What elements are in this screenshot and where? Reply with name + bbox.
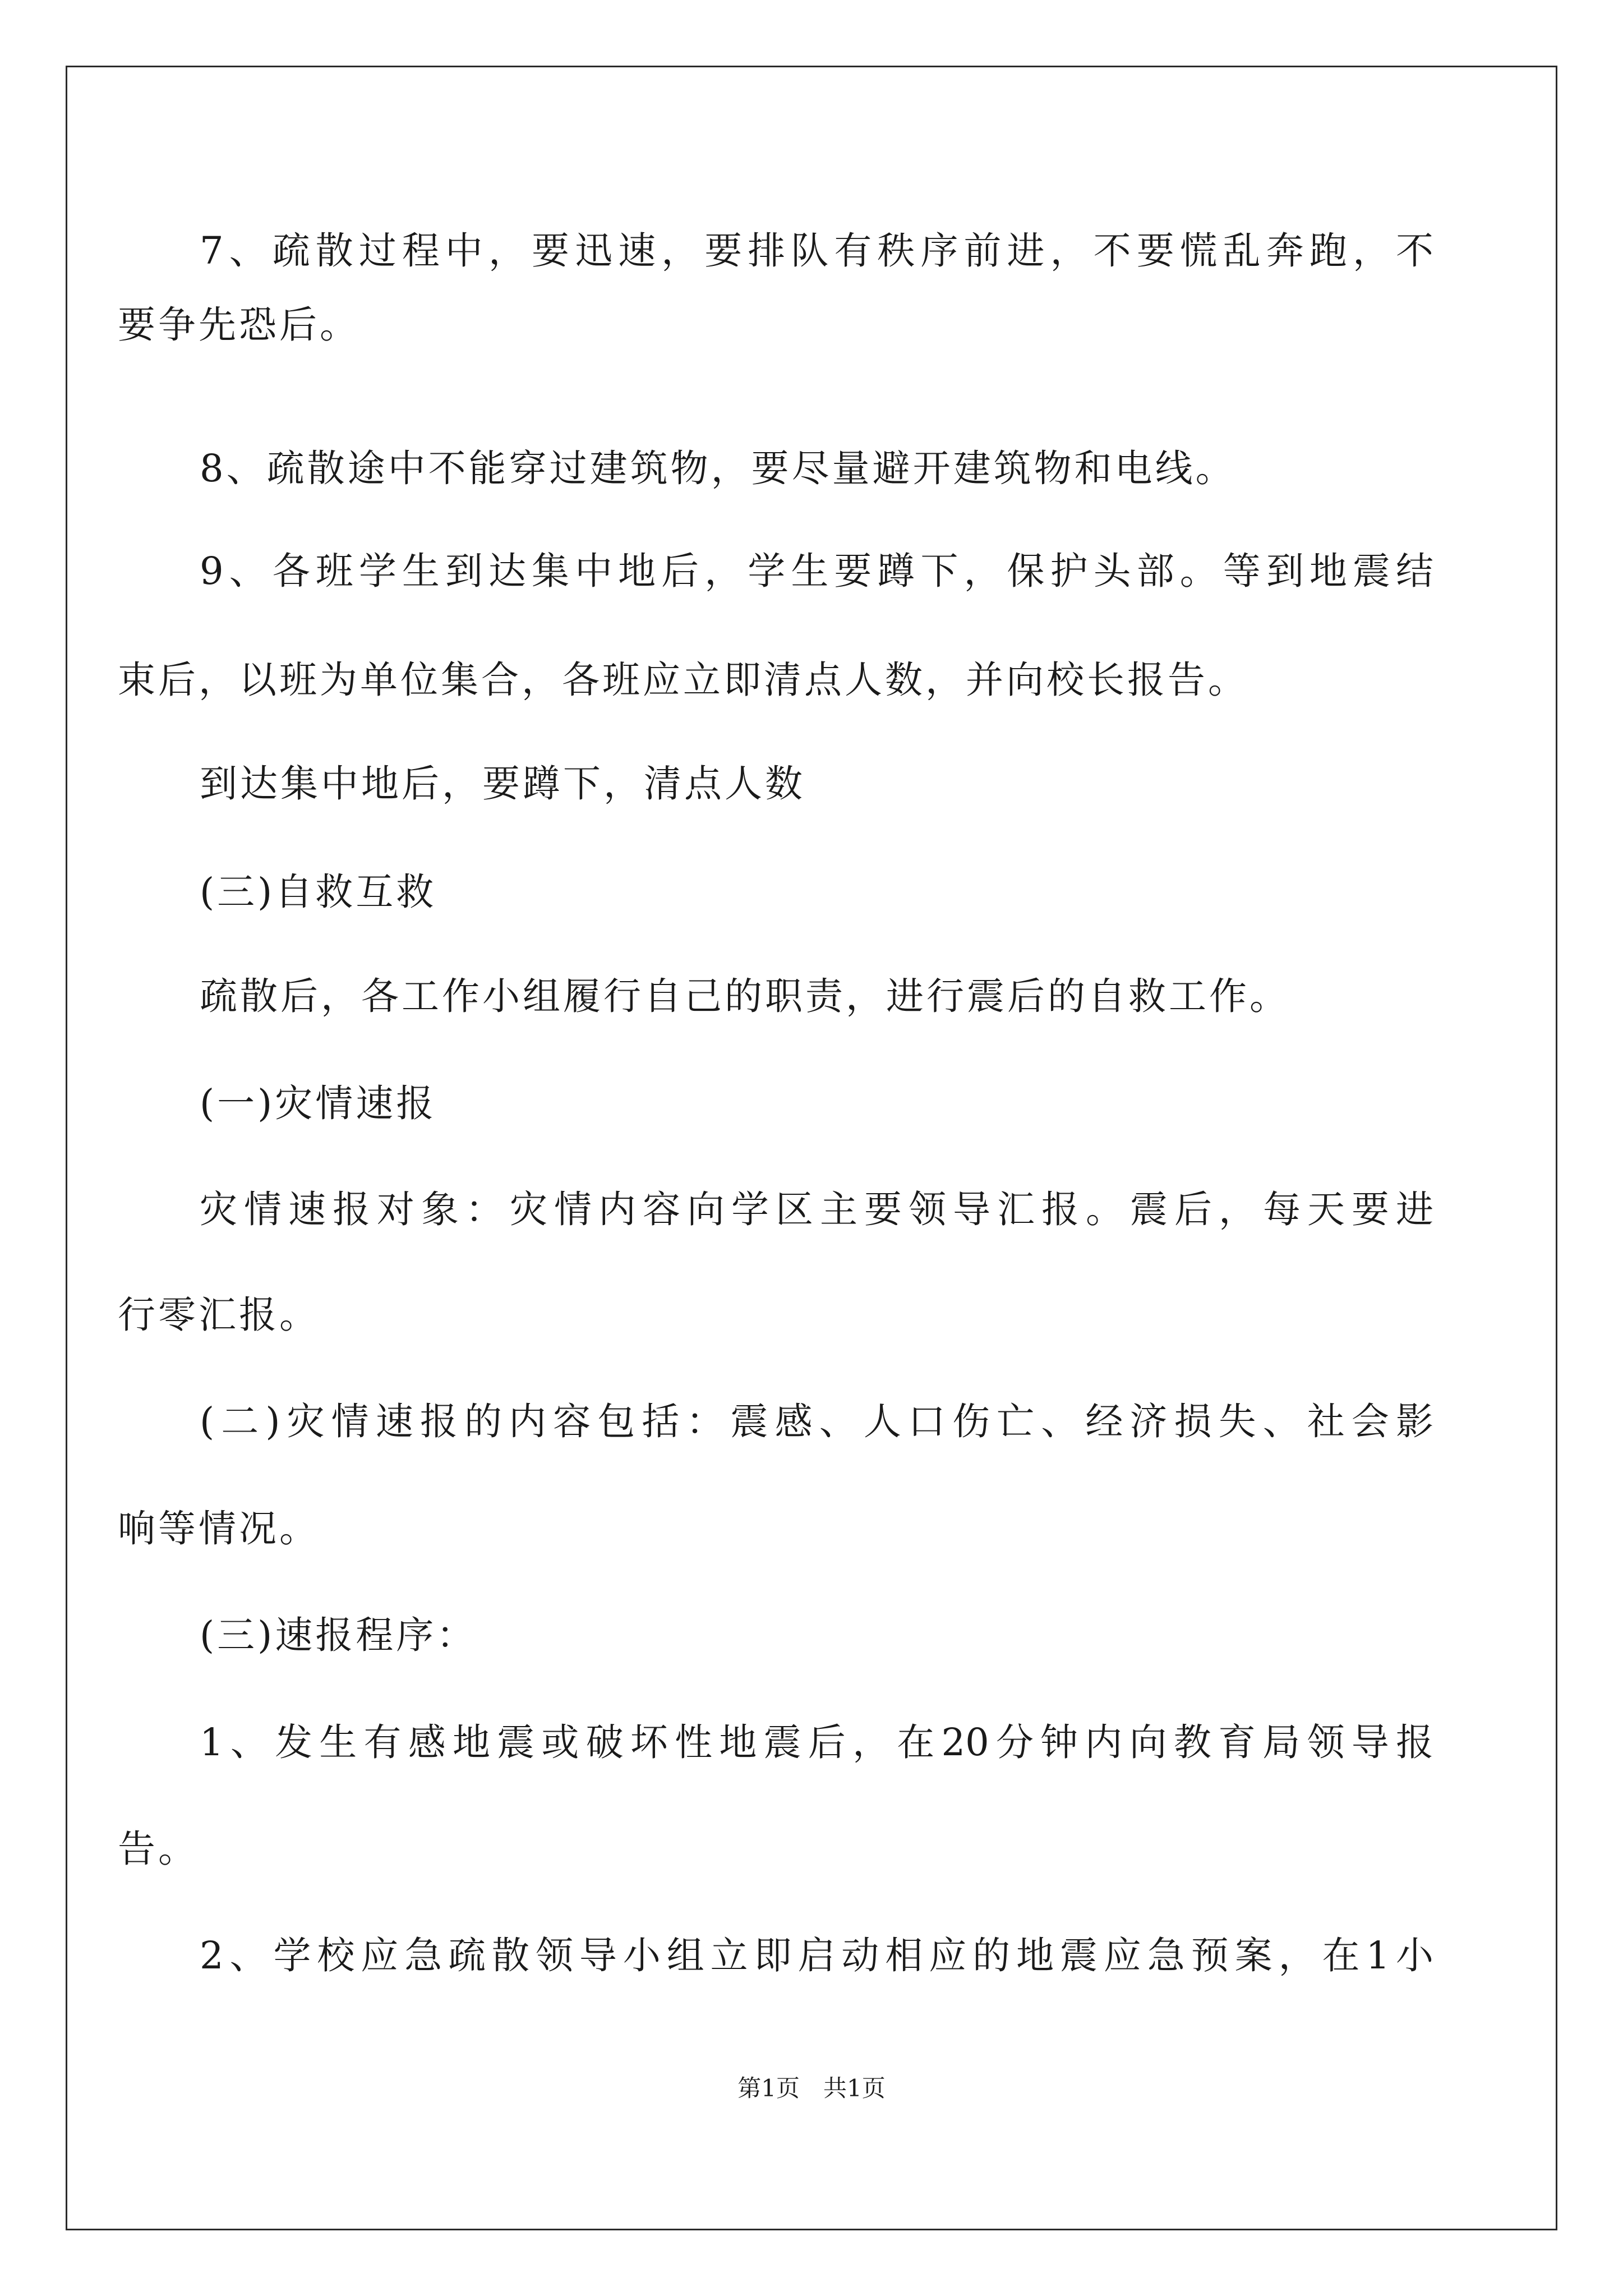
section-heading: (三)自救互救 bbox=[200, 870, 437, 914]
paragraph-line: 1、发生有感地震或破坏性地震后，在20分钟内向教育局领导报 bbox=[200, 1720, 1433, 1764]
paragraph-line: 7、疏散过程中，要迅速，要排队有秩序前进，不要慌乱奔跑，不 bbox=[200, 229, 1433, 273]
page-footer: 第1页 共1页 bbox=[737, 2074, 886, 2102]
paragraph-line: 2、学校应急疏散领导小组立即启动相应的地震应急预案，在1小 bbox=[200, 1934, 1433, 1977]
section-heading: (三)速报程序： bbox=[200, 1613, 477, 1657]
paragraph-line: (二)灾情速报的内容包括：震感、人口伤亡、经济损失、社会影 bbox=[200, 1400, 1433, 1443]
paragraph-line: 8、疏散途中不能穿过建筑物，要尽量避开建筑物和电线。 bbox=[200, 447, 1236, 490]
paragraph-line: 到达集中地后，要蹲下，清点人数 bbox=[200, 762, 805, 806]
paragraph-line: 告。 bbox=[118, 1827, 199, 1871]
section-heading: (一)灾情速报 bbox=[200, 1082, 437, 1125]
paragraph-line: 要争先恐后。 bbox=[118, 303, 360, 347]
paragraph-line: 灾情速报对象：灾情内容向学区主要领导汇报。震后，每天要进 bbox=[200, 1188, 1433, 1231]
paragraph-line: 9、各班学生到达集中地后，学生要蹲下，保护头部。等到地震结 bbox=[200, 549, 1433, 593]
paragraph-line: 束后，以班为单位集合，各班应立即清点人数，并向校长报告。 bbox=[118, 658, 1248, 702]
paragraph-line: 响等情况。 bbox=[118, 1507, 320, 1550]
page-border bbox=[66, 66, 1557, 2230]
paragraph-line: 疏散后，各工作小组履行自己的职责，进行震后的自救工作。 bbox=[200, 974, 1290, 1018]
paragraph-line: 行零汇报。 bbox=[118, 1293, 320, 1337]
